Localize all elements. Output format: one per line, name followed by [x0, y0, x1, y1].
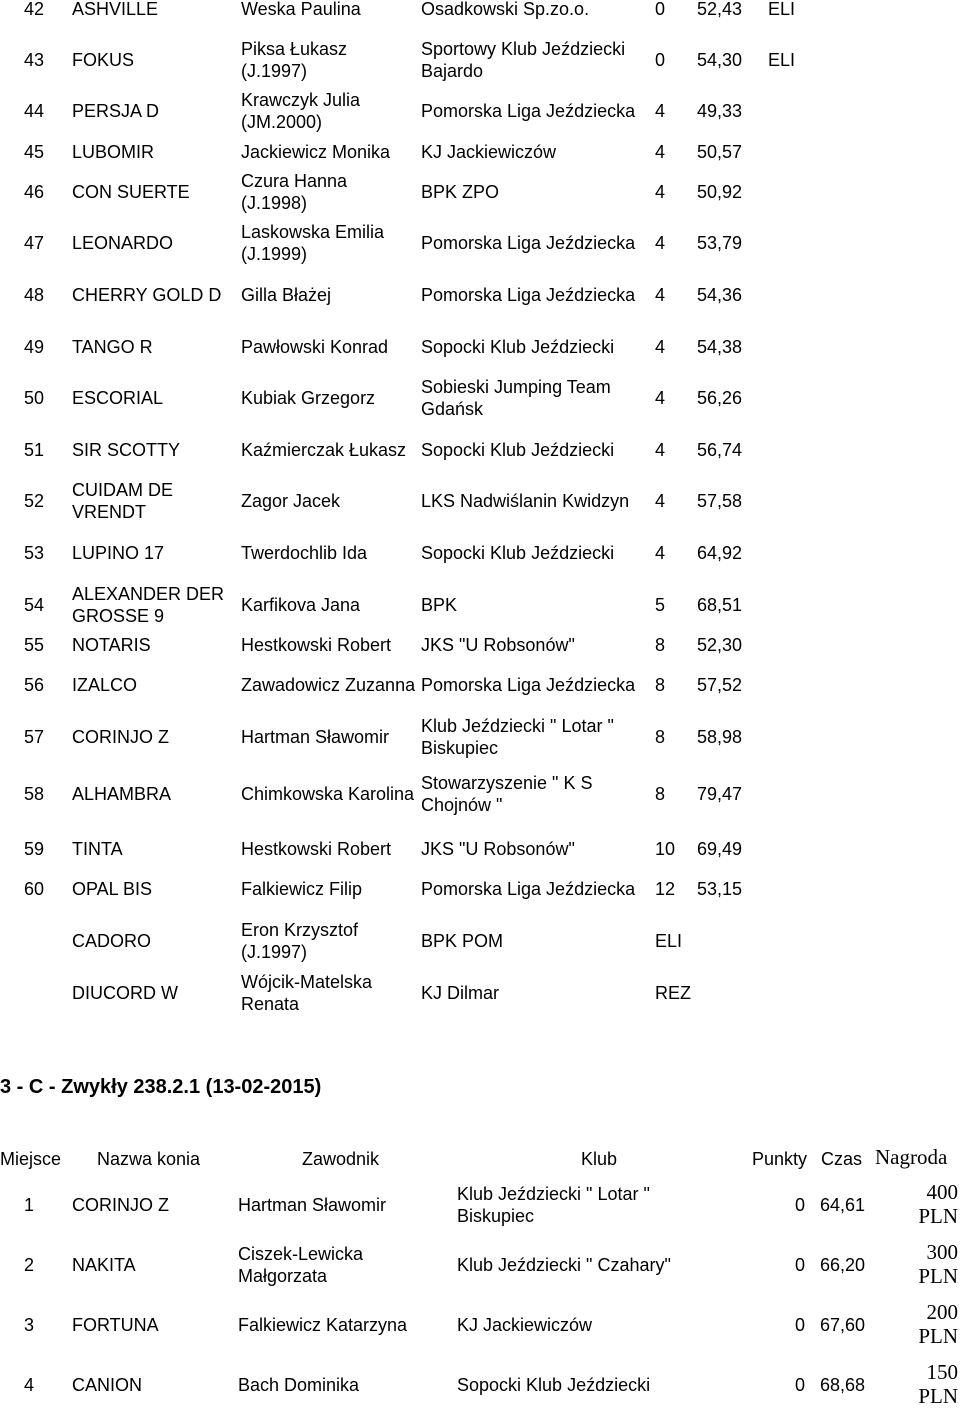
prize-currency: PLN	[918, 1204, 958, 1228]
rider-name: Chimkowska Karolina	[241, 784, 415, 804]
horse-name: LEONARDO	[72, 233, 174, 253]
header-rider: Zawodnik	[302, 1149, 380, 1169]
horse-name: ESCORIAL	[72, 388, 164, 408]
club-name: LKS Nadwiślanin Kwidzyn	[421, 491, 630, 511]
penalty-points: 8	[655, 675, 666, 695]
row-number: 51	[24, 440, 45, 460]
rider-name: Kubiak Grzegorz	[241, 388, 376, 408]
rider-name: Karfikova Jana	[241, 595, 361, 615]
time-value: 64,92	[697, 543, 743, 563]
table-row	[0, 715, 960, 759]
time-value: 50,92	[697, 182, 743, 202]
club-name: Sopocki Klub Jeździecki	[457, 1375, 651, 1395]
time-value: 57,52	[697, 675, 743, 695]
time-value: 54,38	[697, 337, 743, 357]
rider-name: Krawczyk Julia (JM.2000)	[241, 90, 361, 132]
rider-name: Wójcik-Matelska Renata	[241, 972, 373, 1014]
rider-name: Hartman Sławomir	[241, 727, 390, 747]
horse-name: NOTARIS	[72, 635, 151, 655]
rider-name: Gilla Błażej	[241, 285, 332, 305]
horse-name: FOKUS	[72, 50, 135, 70]
horse-name: ALEXANDER DER GROSSE 9	[72, 584, 225, 626]
place-number: 3	[24, 1315, 35, 1335]
penalty-points: 8	[655, 784, 666, 804]
rider-name: Hestkowski Robert	[241, 635, 392, 655]
rider-name: Zagor Jacek	[241, 491, 341, 511]
horse-name: LUPINO 17	[72, 543, 165, 563]
rider-name: Falkiewicz Katarzyna	[238, 1315, 408, 1335]
table-row	[0, 838, 960, 860]
table-row	[0, 38, 960, 82]
row-number: 46	[24, 182, 45, 202]
time-value: 68,51	[697, 595, 743, 615]
place-number: 4	[24, 1375, 35, 1395]
club-name: KJ Dilmar	[421, 983, 500, 1003]
club-name: Sopocki Klub Jeździecki	[421, 543, 615, 563]
time-value: 57,58	[697, 491, 743, 511]
club-name: Pomorska Liga Jeździecka	[421, 675, 636, 695]
time-value: 50,57	[697, 142, 743, 162]
header-points: Punkty	[752, 1149, 808, 1169]
club-name: KJ Jackiewiczów	[457, 1315, 593, 1335]
penalty-points: 4	[655, 491, 666, 511]
row-number: 53	[24, 543, 45, 563]
rider-name: Twerdochlib Ida	[241, 543, 368, 563]
rider-name: Czura Hanna (J.1998)	[241, 171, 348, 213]
table-row	[0, 1362, 960, 1408]
rider-name: Pawłowski Konrad	[241, 337, 389, 357]
table-row	[0, 479, 960, 523]
penalty-points: 4	[655, 285, 666, 305]
penalty-points: 0	[655, 50, 666, 70]
prize-currency: PLN	[918, 1324, 958, 1348]
time-value: 54,30	[697, 50, 743, 70]
table-row	[0, 170, 960, 214]
rider-name: Ciszek-Lewicka Małgorzata	[238, 1244, 364, 1286]
club-name: Klub Jeździecki " Lotar " Biskupiec	[457, 1184, 650, 1226]
time-value: 49,33	[697, 101, 743, 121]
row-number: 45	[24, 142, 45, 162]
table-row	[0, 583, 960, 627]
prize-amount: 150	[926, 1360, 958, 1384]
club-name: Pomorska Liga Jeździecka	[421, 285, 636, 305]
row-number: 52	[24, 491, 45, 511]
penalty-points: ELI	[655, 931, 683, 951]
table-row	[0, 141, 960, 163]
time-value: 52,30	[697, 635, 743, 655]
club-name: JKS "U Robsonów"	[421, 635, 575, 655]
horse-name: CORINJO Z	[72, 1195, 169, 1215]
prize	[880, 1180, 958, 1228]
row-number: 60	[24, 879, 45, 899]
row-number: 55	[24, 635, 45, 655]
penalty-points: 10	[655, 839, 676, 859]
penalty-points: 8	[655, 635, 666, 655]
horse-name: DIUCORD W	[72, 983, 178, 1003]
penalty-points: 4	[655, 182, 666, 202]
horse-name: PERSJA D	[72, 101, 160, 121]
prize	[880, 1360, 958, 1408]
table-row	[0, 531, 960, 575]
club-name: Sportowy Klub Jeździecki Bajardo	[421, 39, 626, 81]
row-number: 59	[24, 839, 45, 859]
rider-name: Laskowska Emilia (J.1999)	[241, 222, 385, 264]
horse-name: CORINJO Z	[72, 727, 169, 747]
time-value: 56,26	[697, 388, 743, 408]
club-name: JKS "U Robsonów"	[421, 839, 575, 859]
row-number: 56	[24, 675, 45, 695]
time-value: 58,98	[697, 727, 743, 747]
row-number: 43	[24, 50, 45, 70]
penalty-points: 4	[655, 142, 666, 162]
table-row	[0, 634, 960, 656]
penalty-points: 4	[655, 388, 666, 408]
row-number: 44	[24, 101, 45, 121]
horse-name: TINTA	[72, 839, 123, 859]
header-prize: Nagroda	[875, 1145, 948, 1169]
prize-amount: 300	[926, 1240, 958, 1264]
time-value: 53,79	[697, 233, 743, 253]
time-value: 79,47	[697, 784, 743, 804]
prize-amount: 200	[926, 1300, 958, 1324]
horse-name: ASHVILLE	[72, 0, 159, 19]
horse-name: CON SUERTE	[72, 182, 190, 202]
header-club: Klub	[581, 1149, 618, 1169]
time-value: 69,49	[697, 839, 743, 859]
table-row	[0, 1242, 960, 1288]
penalty-points: 0	[795, 1255, 806, 1275]
table-row	[0, 919, 960, 963]
penalty-points: 8	[655, 727, 666, 747]
penalty-points: 4	[655, 233, 666, 253]
horse-name: CHERRY GOLD D	[72, 285, 222, 305]
time-value: 52,43	[697, 0, 743, 19]
penalty-points: 4	[655, 337, 666, 357]
club-name: BPK	[421, 595, 458, 615]
horse-name: TANGO R	[72, 337, 153, 357]
rider-name: Weska Paulina	[241, 0, 361, 19]
horse-name: CADORO	[72, 931, 152, 951]
horse-name: IZALCO	[72, 675, 138, 695]
table-row	[0, 89, 960, 133]
table-row	[0, 376, 960, 420]
club-name: Sopocki Klub Jeździecki	[421, 337, 615, 357]
club-name: Sopocki Klub Jeździecki	[421, 440, 615, 460]
club-name: Pomorska Liga Jeździecka	[421, 233, 636, 253]
time-value: 64,61	[820, 1195, 866, 1215]
club-name: Klub Jeździecki " Lotar " Biskupiec	[421, 716, 614, 758]
rider-name: Eron Krzysztof (J.1997)	[241, 920, 359, 962]
penalty-points: REZ	[655, 983, 691, 1003]
horse-name: FORTUNA	[72, 1315, 159, 1335]
table-row	[0, 325, 960, 369]
club-name: Stowarzyszenie " K S Chojnów "	[421, 773, 593, 815]
rider-name: Bach Dominika	[238, 1375, 360, 1395]
club-name: BPK POM	[421, 931, 504, 951]
table-row	[0, 971, 960, 1015]
prize	[880, 1240, 958, 1288]
time-value: 66,20	[820, 1255, 866, 1275]
table-row	[0, 1182, 960, 1228]
status-note: ELI	[768, 0, 796, 19]
row-number: 54	[24, 595, 45, 615]
row-number: 58	[24, 784, 45, 804]
prize-currency: PLN	[918, 1264, 958, 1288]
place-number: 2	[24, 1255, 35, 1275]
club-name: KJ Jackiewiczów	[421, 142, 557, 162]
table-row	[0, 767, 960, 821]
club-name: BPK ZPO	[421, 182, 500, 202]
penalty-points: 5	[655, 595, 666, 615]
row-number: 49	[24, 337, 45, 357]
table-row	[0, 867, 960, 911]
table-row	[0, 0, 960, 20]
time-value: 67,60	[820, 1315, 866, 1335]
penalty-points: 0	[795, 1195, 806, 1215]
horse-name: OPAL BIS	[72, 879, 153, 899]
place-number: 1	[24, 1195, 35, 1215]
penalty-points: 0	[795, 1375, 806, 1395]
rider-name: Falkiewicz Filip	[241, 879, 363, 899]
row-number: 50	[24, 388, 45, 408]
time-value: 68,68	[820, 1375, 866, 1395]
rider-name: Zawadowicz Zuzanna	[241, 675, 416, 695]
time-value: 56,74	[697, 440, 743, 460]
prize-currency: PLN	[918, 1384, 958, 1408]
time-value: 54,36	[697, 285, 743, 305]
penalty-points: 0	[795, 1315, 806, 1335]
horse-name: NAKITA	[72, 1255, 136, 1275]
club-name: Pomorska Liga Jeździecka	[421, 879, 636, 899]
horse-name: LUBOMIR	[72, 142, 155, 162]
rider-name: Jackiewicz Monika	[241, 142, 391, 162]
club-name: Osadkowski Sp.zo.o.	[421, 0, 590, 19]
rider-name: Hestkowski Robert	[241, 839, 392, 859]
time-value: 53,15	[697, 879, 743, 899]
penalty-points: 4	[655, 101, 666, 121]
club-name: Pomorska Liga Jeździecka	[421, 101, 636, 121]
header-place: Miejsce	[0, 1149, 62, 1169]
horse-name: SIR SCOTTY	[72, 440, 181, 460]
rider-name: Hartman Sławomir	[238, 1195, 387, 1215]
prize-amount: 400	[926, 1180, 958, 1204]
header-horse: Nazwa konia	[97, 1149, 201, 1169]
penalty-points: 12	[655, 879, 676, 899]
header-time: Czas	[821, 1149, 863, 1169]
table-row	[0, 428, 960, 472]
row-number: 48	[24, 285, 45, 305]
horse-name: CANION	[72, 1375, 143, 1395]
horse-name: CUIDAM DE VRENDT	[72, 480, 174, 522]
penalty-points: 0	[655, 0, 666, 19]
penalty-points: 4	[655, 440, 666, 460]
penalty-points: 4	[655, 543, 666, 563]
row-number: 47	[24, 233, 45, 253]
status-note: ELI	[768, 50, 796, 70]
section-title: 3 - C - Zwykły 238.2.1 (13-02-2015)	[0, 1076, 322, 1098]
club-name: Klub Jeździecki " Czahary"	[457, 1255, 671, 1275]
club-name: Sobieski Jumping Team Gdańsk	[421, 377, 611, 419]
rider-name: Kaźmierczak Łukasz	[241, 440, 407, 460]
rider-name: Piksa Łukasz (J.1997)	[241, 39, 348, 81]
table-row	[0, 1302, 960, 1348]
table-row	[0, 663, 960, 707]
table-row	[0, 273, 960, 317]
horse-name: ALHAMBRA	[72, 784, 172, 804]
prize	[880, 1300, 958, 1348]
row-number: 42	[24, 0, 45, 19]
table-row	[0, 221, 960, 265]
row-number: 57	[24, 727, 45, 747]
